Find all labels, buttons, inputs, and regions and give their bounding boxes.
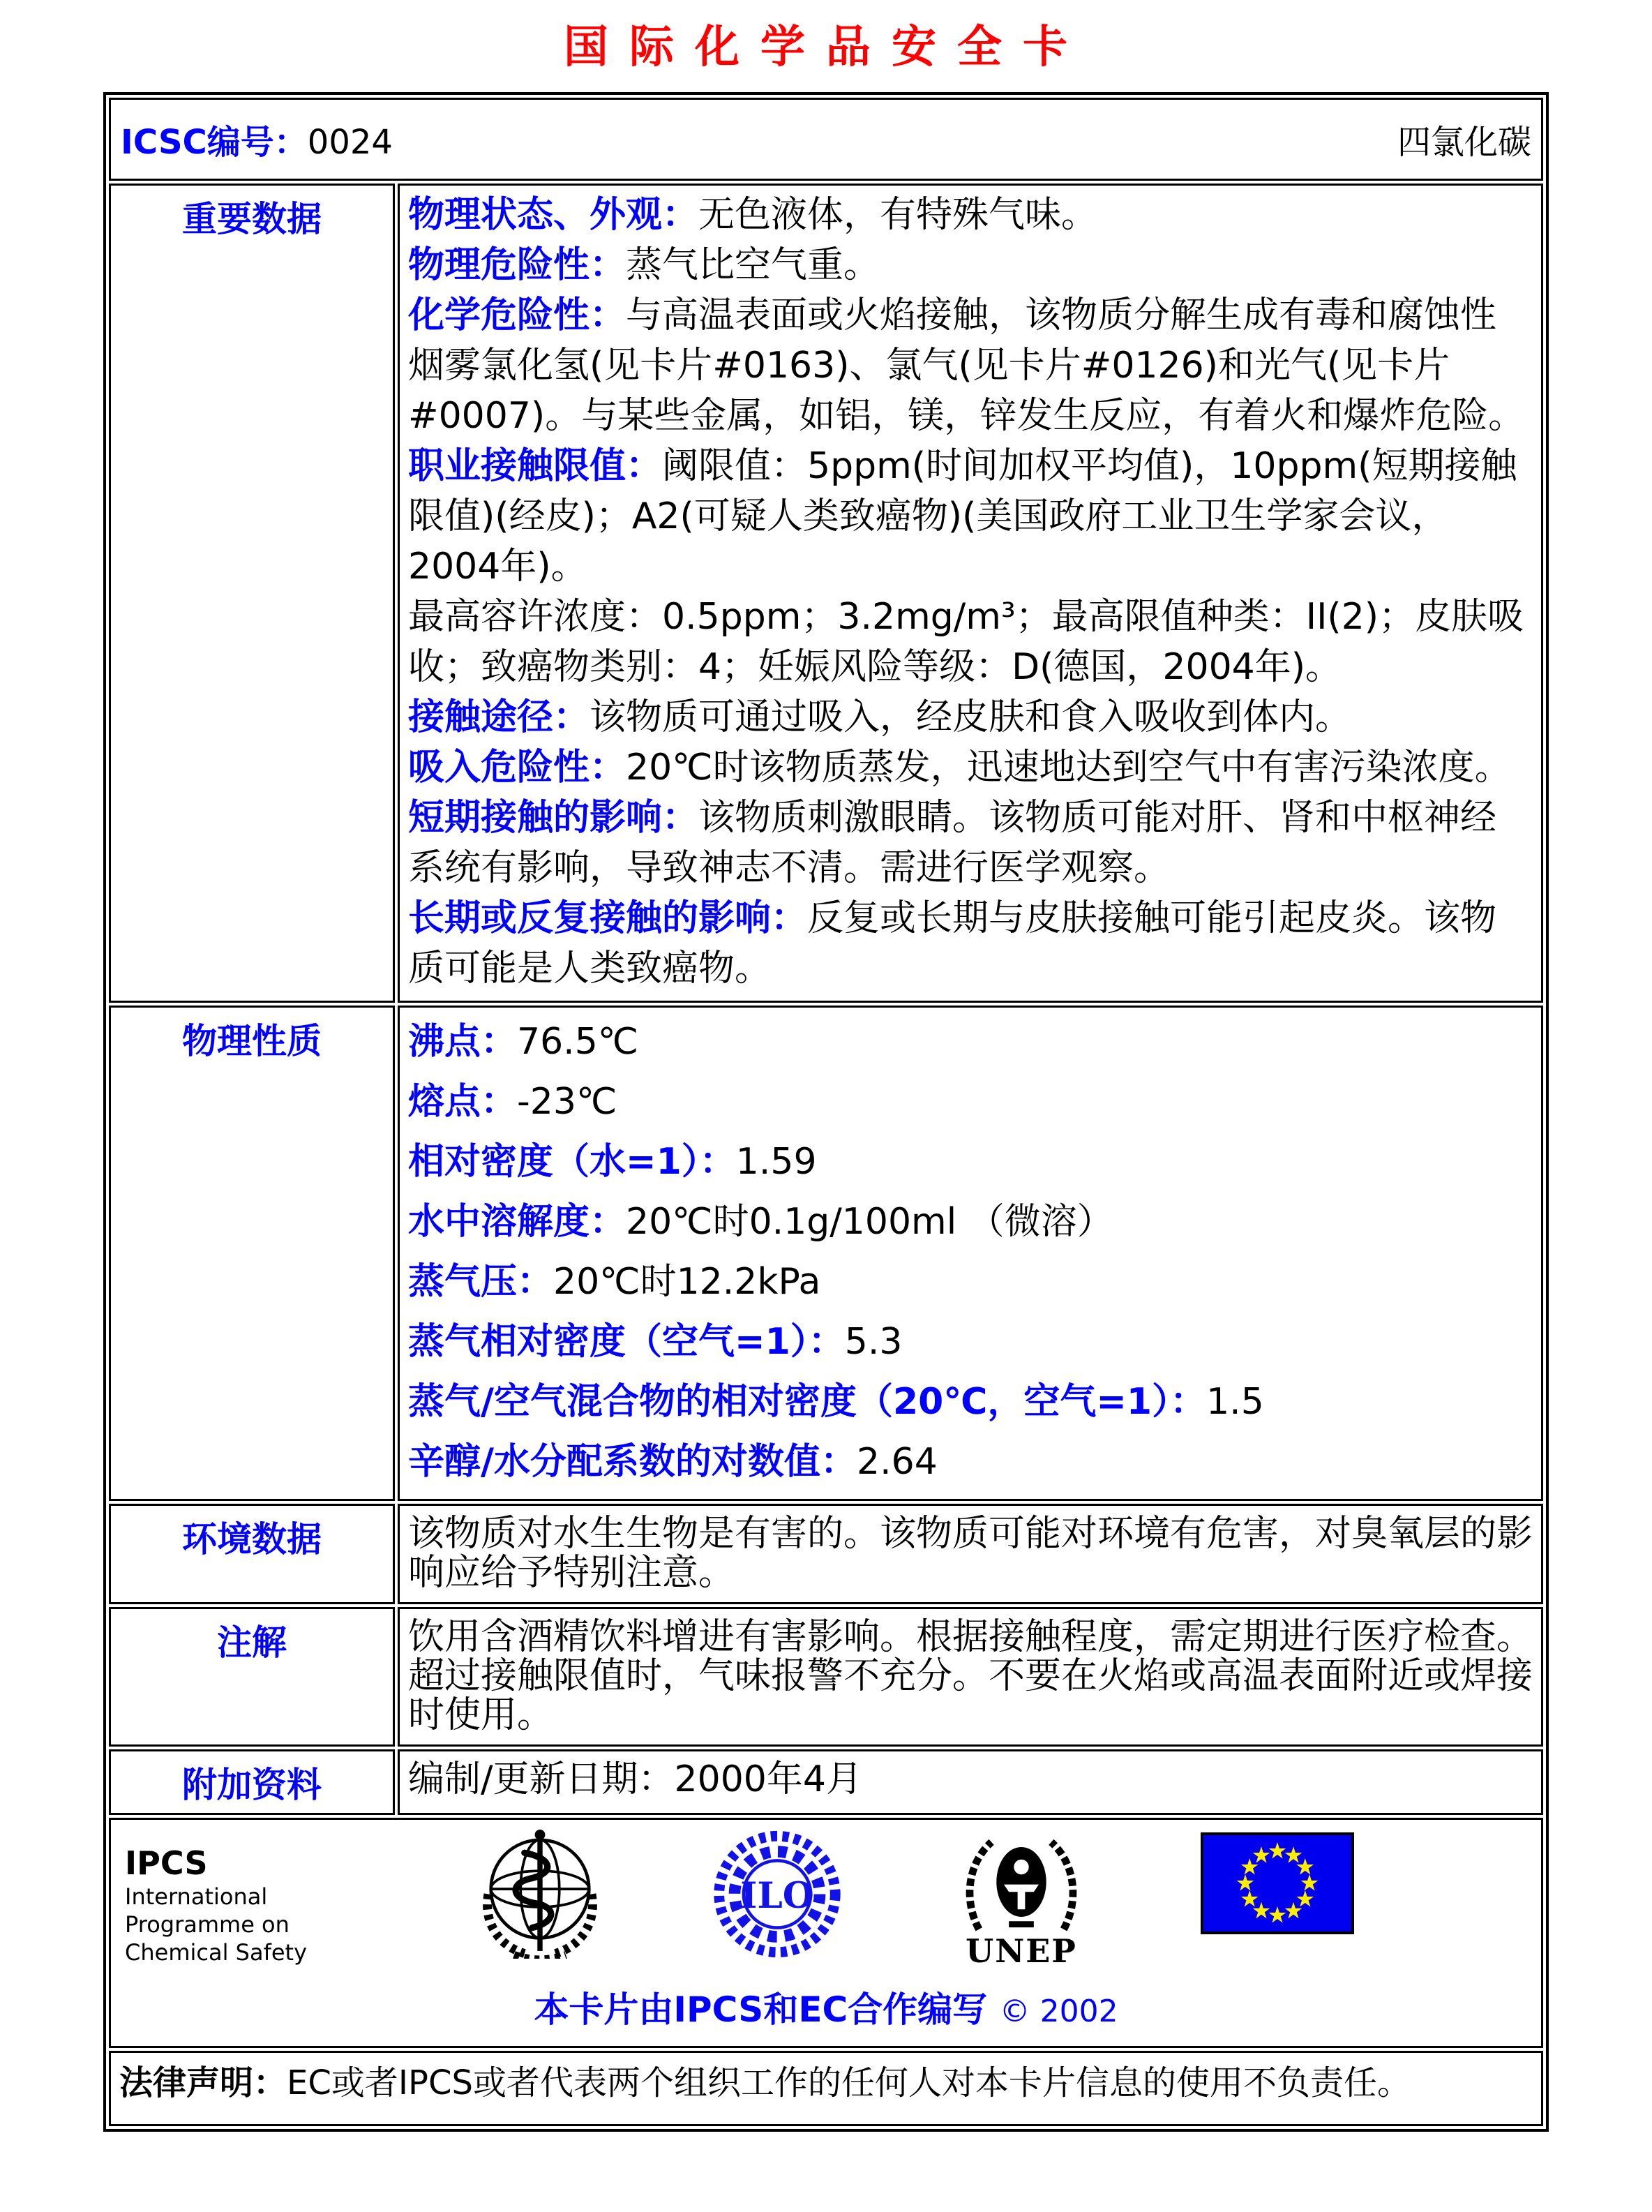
important-data-content <box>398 184 1543 1003</box>
property-label: 熔点： <box>408 1081 518 1123</box>
icsc-card-table <box>103 92 1549 2132</box>
unep-logo-icon <box>959 1830 1084 1968</box>
additional-info-row <box>109 1749 1543 1815</box>
entry-text: 蒸气比空气重。 <box>626 244 880 286</box>
header-cell <box>109 98 1543 181</box>
physical-property <box>408 1132 1533 1192</box>
who-logo-icon <box>474 1830 606 1959</box>
entry-label: 职业接触限值： <box>408 445 663 487</box>
property-label: 辛醇/水分配系数的对数值： <box>408 1441 857 1483</box>
ilo-logo-icon <box>711 1830 843 1959</box>
environmental-data-content <box>398 1504 1543 1604</box>
environmental-data-text: 该物质对水生生物是有害的。该物质可能对环境有危害，对臭氧层的影响应给予特别注意。 <box>408 1513 1533 1594</box>
entry-text: 最高容许浓度：0.5ppm；3.2mg/m³；最高限值种类：II(2)；皮肤吸收；致癌物类别：4；妊娠风险等级：D(德国，2004年)。 <box>408 596 1524 688</box>
physical-property <box>408 1192 1533 1252</box>
property-value: 1.59 <box>735 1141 817 1183</box>
logos-cell <box>109 1818 1543 2048</box>
header-row <box>109 98 1543 181</box>
property-label: 蒸气相对密度（空气=1）： <box>408 1321 845 1363</box>
notes-content <box>398 1607 1543 1747</box>
row-label-additional-info: 附加资料 <box>109 1749 395 1815</box>
legal-text: EC或者IPCS或者代表两个组织工作的任何人对本卡片信息的使用不负责任。 <box>287 2063 1411 2102</box>
environmental-data-row <box>109 1504 1543 1604</box>
icsc-number-value: 0024 <box>307 123 393 162</box>
icsc-number-label: ICSC编号： <box>121 123 308 162</box>
physical-property <box>408 1372 1533 1432</box>
legal-row <box>109 2051 1543 2126</box>
important-data-entry <box>408 742 1533 793</box>
notes-paragraph: 饮用含酒精饮料增进有害影响。根据接触程度，需定期进行医疗检查。 <box>408 1616 1533 1658</box>
page-title: 国际化学品安全卡 <box>564 22 1088 73</box>
important-data-entry <box>408 592 1533 692</box>
ipcs-line: Programme on <box>125 1911 290 1938</box>
physical-properties-content <box>398 1006 1543 1501</box>
entry-label: 化学危险性： <box>408 294 626 336</box>
property-value: -23℃ <box>517 1081 617 1123</box>
unep-logo-label: UNEP <box>966 1932 1077 1970</box>
important-data-entry <box>408 692 1533 742</box>
logos-strip <box>121 1830 1531 1968</box>
ipcs-heading <box>121 1830 334 1966</box>
legal-cell <box>109 2051 1543 2126</box>
entry-label: 长期或反复接触的影响： <box>408 897 808 939</box>
ipcs-line: International <box>125 1883 268 1910</box>
property-value: 5.3 <box>844 1321 903 1363</box>
row-label-environmental-data: 环境数据 <box>109 1504 395 1604</box>
important-data-entry <box>408 793 1533 893</box>
entry-label: 物理危险性： <box>408 244 626 286</box>
caption-copyright: © 2002 <box>999 1994 1118 2029</box>
property-value: 76.5℃ <box>517 1021 639 1063</box>
legal-label: 法律声明： <box>119 2063 287 2102</box>
important-data-entry <box>408 441 1533 592</box>
important-data-entry <box>408 240 1533 290</box>
property-label: 蒸气压： <box>408 1261 554 1303</box>
ipcs-acronym: IPCS <box>125 1844 208 1882</box>
entry-text: 该物质可通过吸入，经皮肤和食入吸收到体内。 <box>590 696 1352 738</box>
header-content <box>121 115 1531 163</box>
additional-info-content <box>398 1749 1543 1815</box>
notes-paragraph: 超过接触限值时，气味报警不充分。不要在火焰或高温表面附近或焊接时使用。 <box>408 1655 1533 1736</box>
cooperation-caption <box>121 1982 1531 2032</box>
property-value: 2.64 <box>857 1441 938 1483</box>
icsc-number-group <box>121 115 393 163</box>
physical-property <box>408 1312 1533 1372</box>
physical-property <box>408 1012 1533 1072</box>
entry-text: 与高温表面或火焰接触，该物质分解生成有毒和腐蚀性烟雾氯化氢(见卡片#0163)、氯气(见卡片#0126)和光气(见卡片#0007)。与某些金属，如铝，镁，锌发生反应，有着火和爆炸危险。 <box>408 294 1525 437</box>
property-value: 20℃时0.1g/100ml （微溶） <box>626 1201 1113 1243</box>
important-data-entry <box>408 290 1533 441</box>
property-label: 蒸气/空气混合物的相对密度（20℃，空气=1）： <box>408 1381 1207 1423</box>
property-value: 20℃时12.2kPa <box>553 1261 821 1303</box>
caption-text: 本卡片由IPCS和EC合作编写 <box>534 1989 988 2030</box>
row-label-physical-properties: 物理性质 <box>109 1006 395 1501</box>
row-label-notes: 注解 <box>109 1607 395 1747</box>
important-data-entry <box>408 893 1533 994</box>
entry-text: 该物质刺激眼睛。该物质可能对肝、肾和中枢神经系统有影响，导致神志不清。需进行医学观察。 <box>408 797 1497 889</box>
important-data-entry <box>408 190 1533 240</box>
property-label: 沸点： <box>408 1021 518 1063</box>
chemical-name: 四氯化碳 <box>1397 123 1531 162</box>
entry-label: 接触途径： <box>408 696 590 738</box>
important-data-row <box>109 184 1543 1003</box>
entry-text: 无色液体，有特殊气味。 <box>698 194 1098 236</box>
eu-flag-icon <box>1201 1832 1354 1934</box>
entry-text: 反复或长期与皮肤接触可能引起皮炎。该物质可能是人类致癌物。 <box>408 897 1497 989</box>
additional-info-text: 编制/更新日期：2000年4月 <box>408 1758 862 1800</box>
entry-label: 短期接触的影响： <box>408 797 699 839</box>
entry-text: 阈限值：5ppm(时间加权平均值)，10ppm(短期接触限值)(经皮)；A2(可疑人类致癌物)(美国政府工业卫生学家会议，2004年)。 <box>408 445 1517 588</box>
physical-property <box>408 1252 1533 1312</box>
physical-property <box>408 1432 1533 1492</box>
entry-label: 物理状态、外观： <box>408 194 699 236</box>
property-label: 水中溶解度： <box>408 1201 626 1243</box>
row-label-important-data: 重要数据 <box>109 184 395 1003</box>
property-value: 1.5 <box>1206 1381 1264 1423</box>
logos-row <box>109 1818 1543 2048</box>
entry-text: 20℃时该物质蒸发，迅速地达到空气中有害污染浓度。 <box>626 747 1511 789</box>
physical-properties-row <box>109 1006 1543 1501</box>
property-label: 相对密度（水=1）： <box>408 1141 736 1183</box>
physical-property <box>408 1072 1533 1132</box>
notes-row <box>109 1607 1543 1747</box>
ilo-logo-label: ILO <box>740 1874 814 1917</box>
ipcs-line: Chemical Safety <box>125 1939 307 1966</box>
entry-label: 吸入危险性： <box>408 747 626 789</box>
